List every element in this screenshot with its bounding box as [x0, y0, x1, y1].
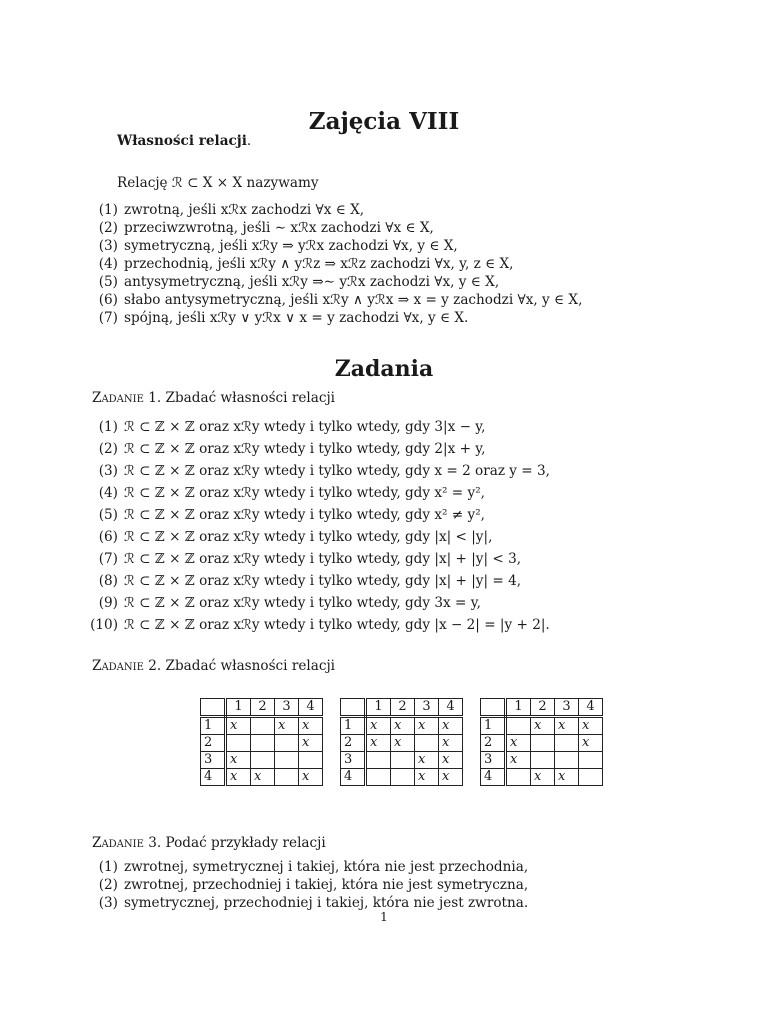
item-number: (9) — [98, 595, 118, 611]
item-text: symetryczną, jeśli xℛy ⇒ yℛx zachodzi ∀x, y ∈ X, — [124, 238, 458, 254]
table-cell: x — [226, 769, 251, 786]
item-text: przeciwzwrotną, jeśli ∼ xℛx zachodzi ∀x ∈ X, — [124, 220, 434, 236]
list-item — [88, 550, 521, 568]
row-header: 2 — [341, 735, 366, 752]
table-row — [341, 769, 463, 786]
table-row — [201, 769, 323, 786]
item-number: (3) — [98, 895, 118, 911]
table-cell — [506, 717, 531, 735]
list-item — [88, 876, 528, 894]
item-number: (7) — [98, 551, 118, 567]
table-corner — [201, 699, 226, 717]
task2-text: Zbadać własności relacji — [165, 658, 336, 674]
table-cell: x — [366, 735, 391, 752]
table-cell: x — [579, 717, 603, 735]
table-cell: x — [439, 752, 463, 769]
list-item — [88, 291, 582, 309]
list-item — [88, 237, 458, 255]
list-item — [88, 201, 364, 219]
task1-text: Zbadać własności relacji — [165, 390, 336, 406]
table-header-row — [481, 699, 603, 717]
table-row — [481, 717, 603, 735]
table-row — [341, 752, 463, 769]
item-text: ℛ ⊂ ℤ × ℤ oraz xℛy wtedy i tylko wtedy, gdy |x| < |y|, — [124, 529, 493, 545]
row-header: 4 — [481, 769, 506, 786]
list-item — [88, 594, 481, 612]
table-cell — [299, 752, 323, 769]
item-number: (3) — [98, 463, 118, 479]
table-cell: x — [439, 717, 463, 735]
table-cell: x — [579, 735, 603, 752]
table-cell: x — [226, 752, 251, 769]
table-cell — [579, 752, 603, 769]
item-number: (7) — [98, 310, 118, 326]
row-header: 4 — [341, 769, 366, 786]
relation-table-3 — [480, 698, 603, 786]
table-cell — [391, 752, 415, 769]
column-header: 3 — [415, 699, 439, 717]
table-cell — [366, 769, 391, 786]
list-item — [88, 616, 550, 634]
item-text: ℛ ⊂ ℤ × ℤ oraz xℛy wtedy i tylko wtedy, gdy 2|x + y, — [124, 441, 486, 457]
task3-text: Podać przykłady relacji — [165, 835, 326, 851]
item-text: ℛ ⊂ ℤ × ℤ oraz xℛy wtedy i tylko wtedy, gdy |x − 2| = |y + 2|. — [124, 617, 550, 633]
item-text: zwrotnej, symetrycznej i takiej, która nie jest przechodnia, — [124, 859, 529, 875]
table-row — [201, 735, 323, 752]
table-cell: x — [391, 717, 415, 735]
task1-heading — [92, 389, 335, 407]
table-row — [201, 752, 323, 769]
relation-table-1 — [200, 698, 323, 786]
table-cell — [366, 752, 391, 769]
row-header: 3 — [481, 752, 506, 769]
task1-label: Zadanie 1. — [92, 390, 162, 406]
list-item — [88, 418, 486, 436]
table-row — [201, 717, 323, 735]
item-text: symetrycznej, przechodniej i takiej, która nie jest zwrotna. — [124, 895, 529, 911]
table-cell — [531, 752, 555, 769]
item-text: zwrotnej, przechodniej i takiej, która nie jest symetryczna, — [124, 877, 529, 893]
table-cell: x — [439, 735, 463, 752]
table-cell: x — [251, 769, 275, 786]
item-number: (2) — [98, 441, 118, 457]
table-row — [481, 735, 603, 752]
item-number: (2) — [98, 220, 118, 236]
list-item — [88, 309, 468, 327]
column-header: 1 — [226, 699, 251, 717]
table-row — [481, 752, 603, 769]
table-cell — [415, 735, 439, 752]
table-cell — [275, 735, 299, 752]
column-header: 2 — [391, 699, 415, 717]
table-cell — [251, 717, 275, 735]
table-cell: x — [415, 752, 439, 769]
column-header: 2 — [531, 699, 555, 717]
page-title: Zajęcia VIII — [308, 108, 460, 135]
table-cell — [555, 735, 579, 752]
table-header-row — [201, 699, 323, 717]
table-cell: x — [391, 735, 415, 752]
item-text: zwrotną, jeśli xℛx zachodzi ∀x ∈ X, — [124, 202, 365, 218]
list-item — [88, 219, 434, 237]
table-cell: x — [506, 752, 531, 769]
subtitle-line — [117, 132, 251, 150]
item-text: ℛ ⊂ ℤ × ℤ oraz xℛy wtedy i tylko wtedy, gdy 3|x − y, — [124, 419, 486, 435]
column-header: 4 — [439, 699, 463, 717]
row-header: 1 — [341, 717, 366, 735]
item-text: przechodnią, jeśli xℛy ∧ yℛz ⇒ xℛz zachodzi ∀x, y, z ∈ X, — [124, 256, 514, 272]
subtitle: Własności relacji — [117, 133, 247, 149]
table-cell: x — [506, 735, 531, 752]
item-number: (4) — [98, 256, 118, 272]
table-row — [341, 717, 463, 735]
table-corner — [341, 699, 366, 717]
item-text: ℛ ⊂ ℤ × ℤ oraz xℛy wtedy i tylko wtedy, gdy x = 2 oraz y = 3, — [124, 463, 550, 479]
item-number: (2) — [98, 877, 118, 893]
table-cell — [506, 769, 531, 786]
row-header: 2 — [201, 735, 226, 752]
item-text: ℛ ⊂ ℤ × ℤ oraz xℛy wtedy i tylko wtedy, gdy 3x = y, — [124, 595, 481, 611]
row-header: 3 — [201, 752, 226, 769]
table-cell — [226, 735, 251, 752]
table-cell: x — [531, 717, 555, 735]
row-header: 3 — [341, 752, 366, 769]
item-text: ℛ ⊂ ℤ × ℤ oraz xℛy wtedy i tylko wtedy, gdy x² = y², — [124, 485, 485, 501]
table-cell: x — [299, 769, 323, 786]
item-text: słabo antysymetryczną, jeśli xℛy ∧ yℛx ⇒ x = y zachodzi ∀x, y ∈ X, — [124, 292, 583, 308]
table-corner — [481, 699, 506, 717]
list-item — [88, 506, 485, 524]
section-title: Zadania — [334, 356, 434, 382]
table-cell: x — [275, 717, 299, 735]
item-number: (3) — [98, 238, 118, 254]
list-item — [88, 484, 485, 502]
table-row — [341, 735, 463, 752]
item-number: (8) — [98, 573, 118, 589]
subtitle-suffix: . — [246, 133, 252, 149]
table-cell: x — [415, 769, 439, 786]
list-item — [88, 273, 499, 291]
item-number: (1) — [98, 419, 118, 435]
table-cell — [275, 769, 299, 786]
table-cell — [579, 769, 603, 786]
table-cell: x — [226, 717, 251, 735]
table-cell — [555, 752, 579, 769]
task2-heading — [92, 657, 335, 675]
item-number: (6) — [98, 292, 118, 308]
table-cell — [391, 769, 415, 786]
table-cell — [251, 735, 275, 752]
row-header: 4 — [201, 769, 226, 786]
table-cell: x — [555, 769, 579, 786]
item-number: (4) — [98, 485, 118, 501]
table-row — [481, 769, 603, 786]
item-text: ℛ ⊂ ℤ × ℤ oraz xℛy wtedy i tylko wtedy, gdy |x| + |y| = 4, — [124, 573, 522, 589]
table-cell: x — [415, 717, 439, 735]
column-header: 3 — [275, 699, 299, 717]
intro-text: Relację ℛ ⊂ X × X nazywamy — [117, 175, 319, 191]
table-cell: x — [366, 717, 391, 735]
list-item — [88, 528, 492, 546]
table-cell — [275, 752, 299, 769]
table-cell: x — [555, 717, 579, 735]
list-item — [88, 462, 550, 480]
item-number: (5) — [98, 507, 118, 523]
table-cell: x — [299, 717, 323, 735]
table-cell: x — [439, 769, 463, 786]
table-cell: x — [299, 735, 323, 752]
table-cell: x — [531, 769, 555, 786]
column-header: 4 — [299, 699, 323, 717]
list-item — [88, 440, 486, 458]
column-header: 4 — [579, 699, 603, 717]
row-header: 1 — [201, 717, 226, 735]
column-header: 3 — [555, 699, 579, 717]
table-cell — [251, 752, 275, 769]
relation-table-2 — [340, 698, 463, 786]
task3-heading — [92, 834, 326, 852]
column-header: 1 — [506, 699, 531, 717]
list-item — [88, 255, 514, 273]
item-text: antysymetryczną, jeśli xℛy ⇒∼ yℛx zachodzi ∀x, y ∈ X, — [124, 274, 500, 290]
row-header: 1 — [481, 717, 506, 735]
list-item — [88, 572, 521, 590]
table-cell — [531, 735, 555, 752]
task2-label: Zadanie 2. — [92, 658, 162, 674]
item-text: ℛ ⊂ ℤ × ℤ oraz xℛy wtedy i tylko wtedy, gdy x² ≠ y², — [124, 507, 485, 523]
item-number: (5) — [98, 274, 118, 290]
table-header-row — [341, 699, 463, 717]
column-header: 2 — [251, 699, 275, 717]
item-number: (1) — [98, 202, 118, 218]
row-header: 2 — [481, 735, 506, 752]
column-header: 1 — [366, 699, 391, 717]
page-number: 1 — [380, 910, 388, 924]
task3-label: Zadanie 3. — [92, 835, 162, 851]
item-number: (6) — [98, 529, 118, 545]
item-number: (10) — [90, 617, 118, 633]
list-item — [88, 858, 528, 876]
item-text: spójną, jeśli xℛy ∨ yℛx ∨ x = y zachodzi ∀x, y ∈ X. — [124, 310, 469, 326]
item-number: (1) — [98, 859, 118, 875]
item-text: ℛ ⊂ ℤ × ℤ oraz xℛy wtedy i tylko wtedy, gdy |x| + |y| < 3, — [124, 551, 522, 567]
